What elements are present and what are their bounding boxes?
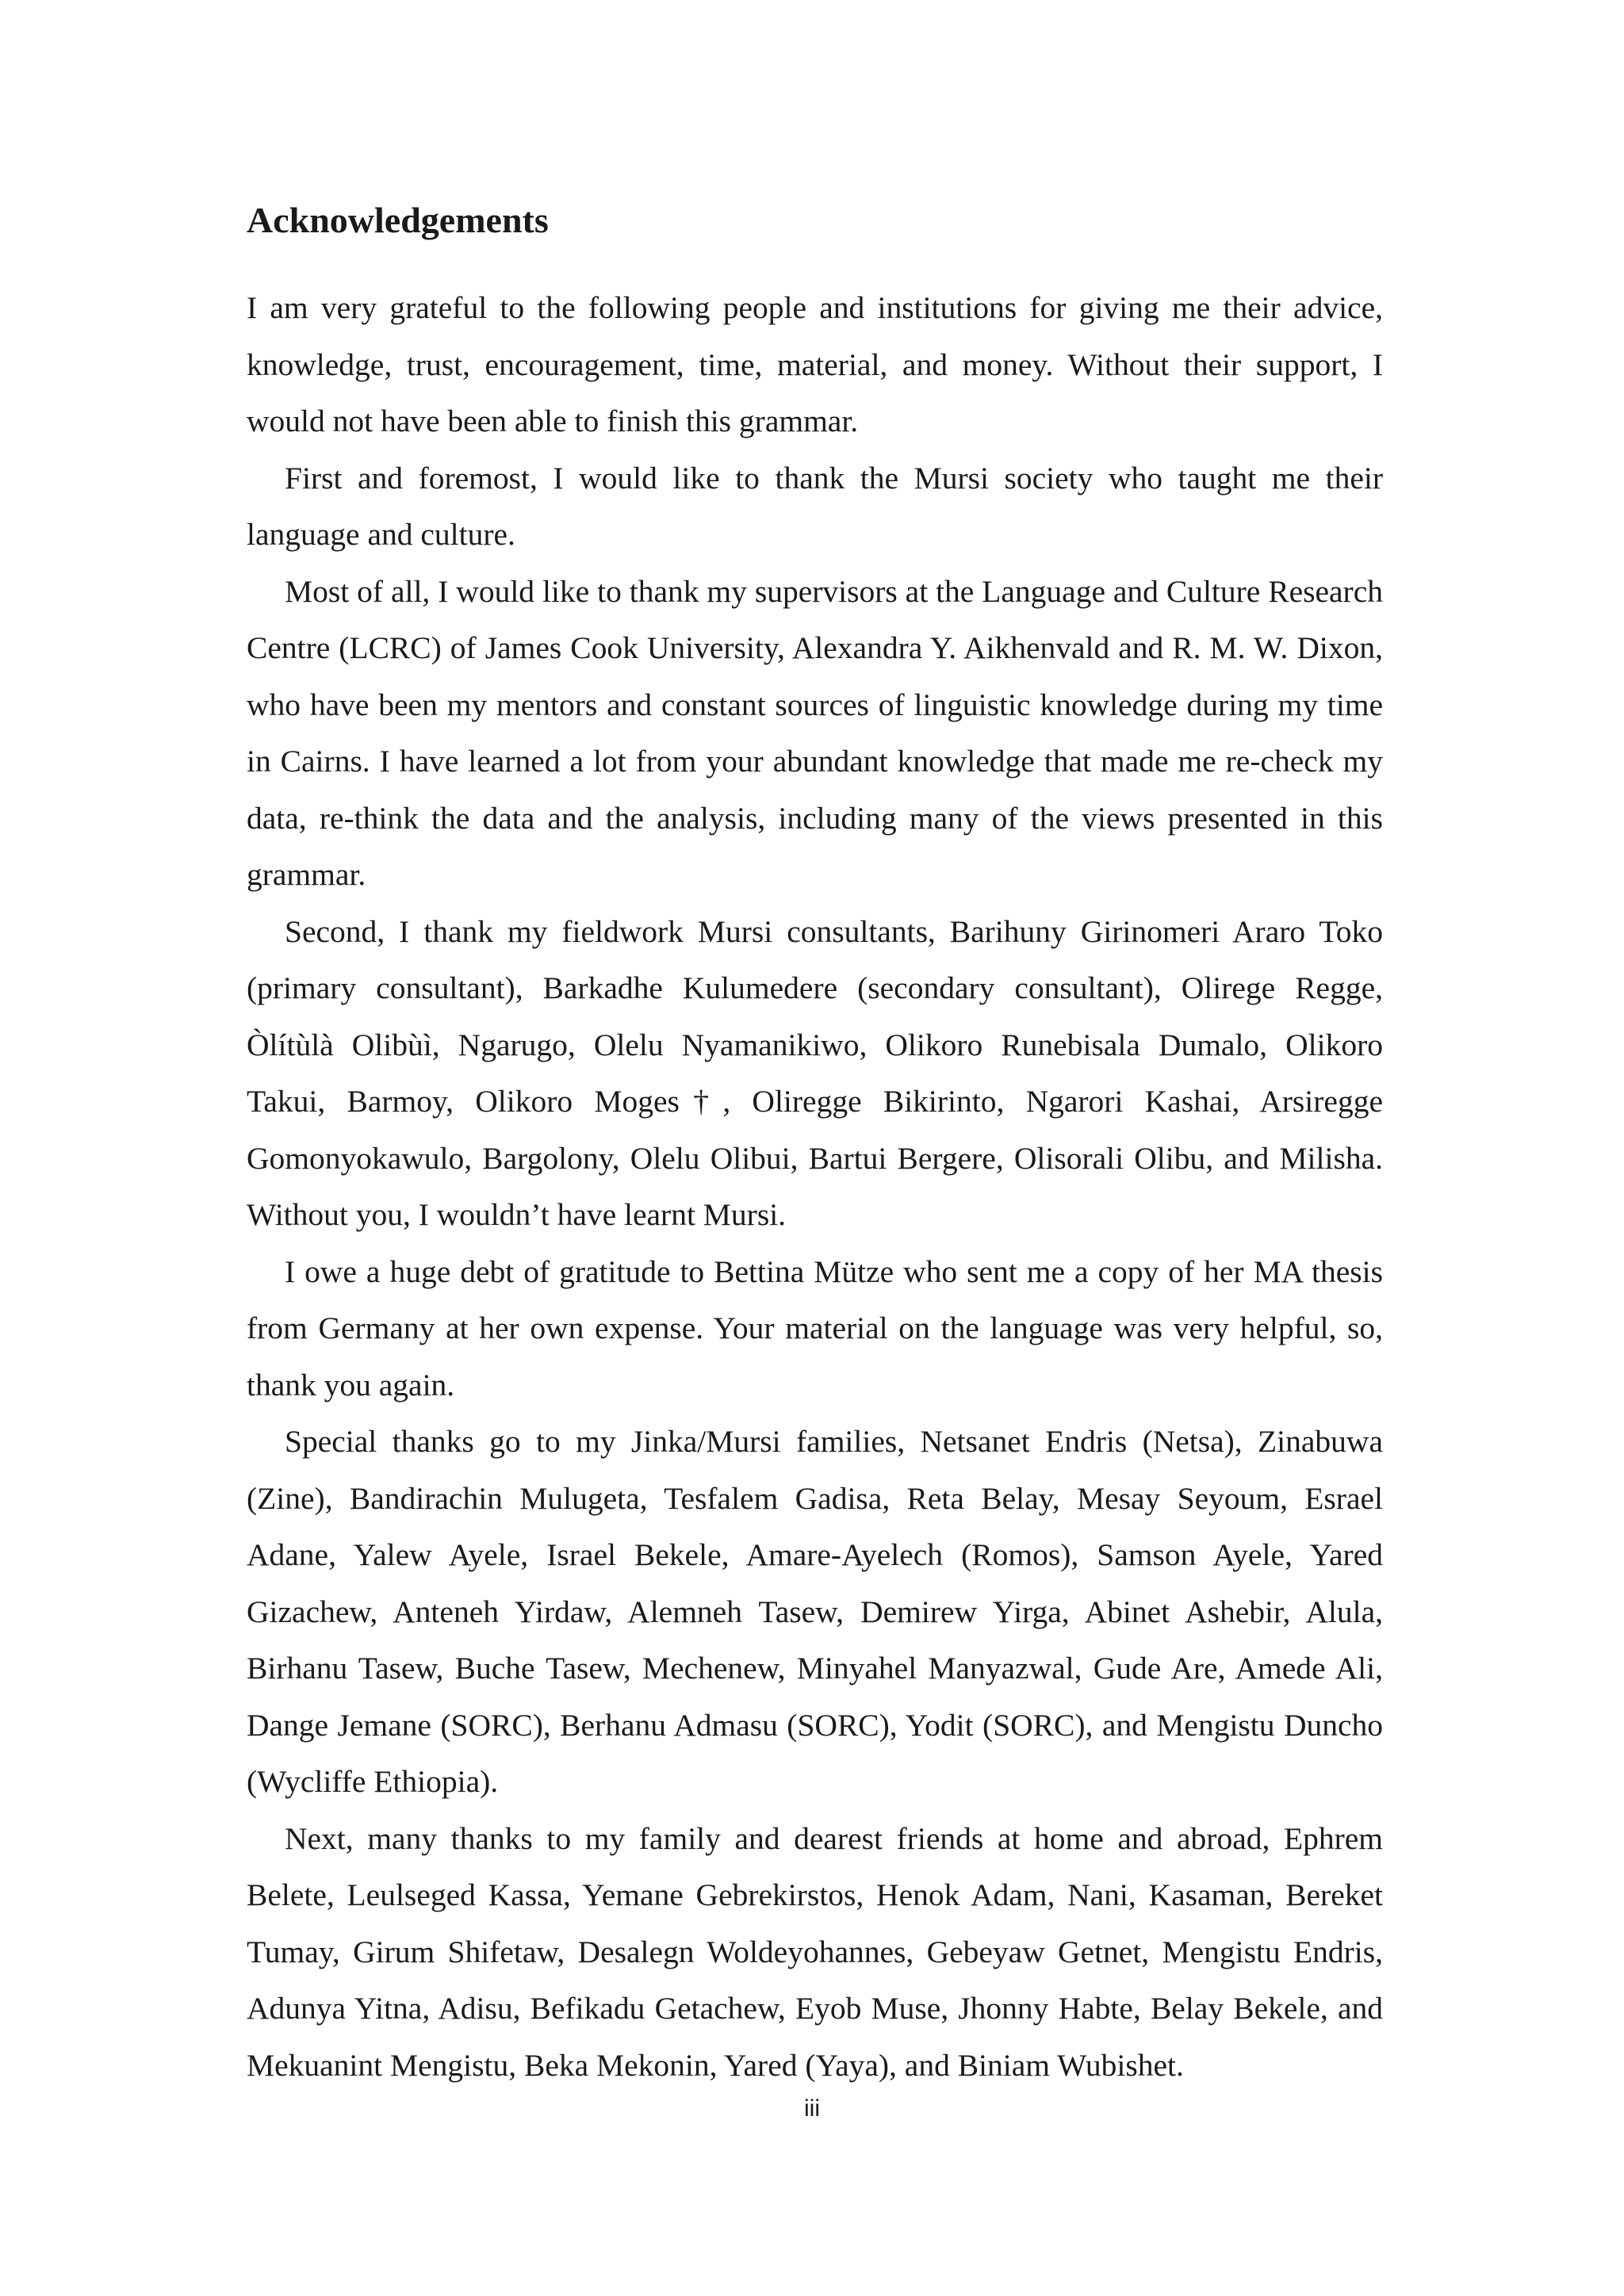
page-title: Acknowledgements xyxy=(247,200,549,240)
paragraph-friends: Next, many thanks to my family and dearest friends at home and abroad, Ephrem Belete, Leulseged Kassa, Yemane Gebrekirstos, Henok Adam, Nani, Kasaman, Bereket Tumay, Girum Shifetaw, Desalegn Woldeyohannes, Gebeyaw Getnet, Mengistu Endris, Adunya Yitna, Adisu, Befikadu Getachew, Eyob Muse, Jhonny Habte, Belay Bekele, and Mekuanint Mengistu, Beka Mekonin, Yared (Yaya), and Biniam Wubishet. xyxy=(247,1820,1383,2083)
page-number: iii xyxy=(804,2095,820,2122)
paragraph-mursi-society: First and foremost, I would like to thank the Mursi society who taught me their language and culture. xyxy=(247,460,1383,552)
paragraph-families: Special thanks go to my Jinka/Mursi families, Netsanet Endris (Netsa), Zinabuwa (Zine), Bandirachin Mulugeta, Tesfalem Gadisa, Reta Belay, Mesay Seyoum, Esrael Adane, Yalew Ayele, Israel Bekele, Amare-Ayelech (Romos), Samson Ayele, Yared Gizachew, Anteneh Yirdaw, Alemneh Tasew, Demirew Yirga, Abinet Ashebir, Alula, Birhanu Tasew, Buche Tasew, Mechenew, Minyahel Manyazwal, Gude Are, Amede Ali, Dange Jemane (SORC), Berhanu Admasu (SORC), Yodit (SORC), and Mengistu Duncho (Wycliffe Ethiopia). xyxy=(247,1424,1383,1799)
paragraph-consultants: Second, I thank my fieldwork Mursi consultants, Barihuny Girinomeri Araro Toko (primary consultant), Barkadhe Kulumedere (secondary consultant), Oliregе Regge, Òlítùlà Olibùì, Ngarugo, Olelu Nyamanikiwo, Olikoro Runebisala Dumalo, Olikoro Takui, Barmoy, Olikoro Moges†, Oliregge Bikirinto, Ngarori Kashai, Arsiregge Gomonyokawulo, Bargolony, Olelu Olibui, Bartui Bergere, Olisorali Olibu, and Milisha. Without you, I wouldn’t have learnt Mursi. xyxy=(247,913,1383,1232)
paragraph-supervisors: Most of all, I would like to thank my supervisors at the Language and Culture Research Centre (LCRC) of James Cook University, Alexandra Y. Aikhenvald and R. M. W. Dixon, who have been my mentors and constant sources of linguistic knowledge during my time in Cairns. I have learned a lot from your abundant knowledge that made me re-check my data, re-think the data and the analysis, including many of the views presented in this grammar. xyxy=(247,573,1383,892)
paragraph-bettina: I owe a huge debt of gratitude to Bettina Mütze who sent me a copy of her MA thesis from Germany at her own expense. Your material on the language was very helpful, so, thank you again. xyxy=(247,1253,1383,1402)
paragraph-intro: I am very grateful to the following people and institutions for giving me their advice, knowledge, trust, encouragement, time, material, and money. Without their support, I would not have been able to finish this grammar. xyxy=(247,290,1383,438)
page-body xyxy=(247,190,1383,2094)
